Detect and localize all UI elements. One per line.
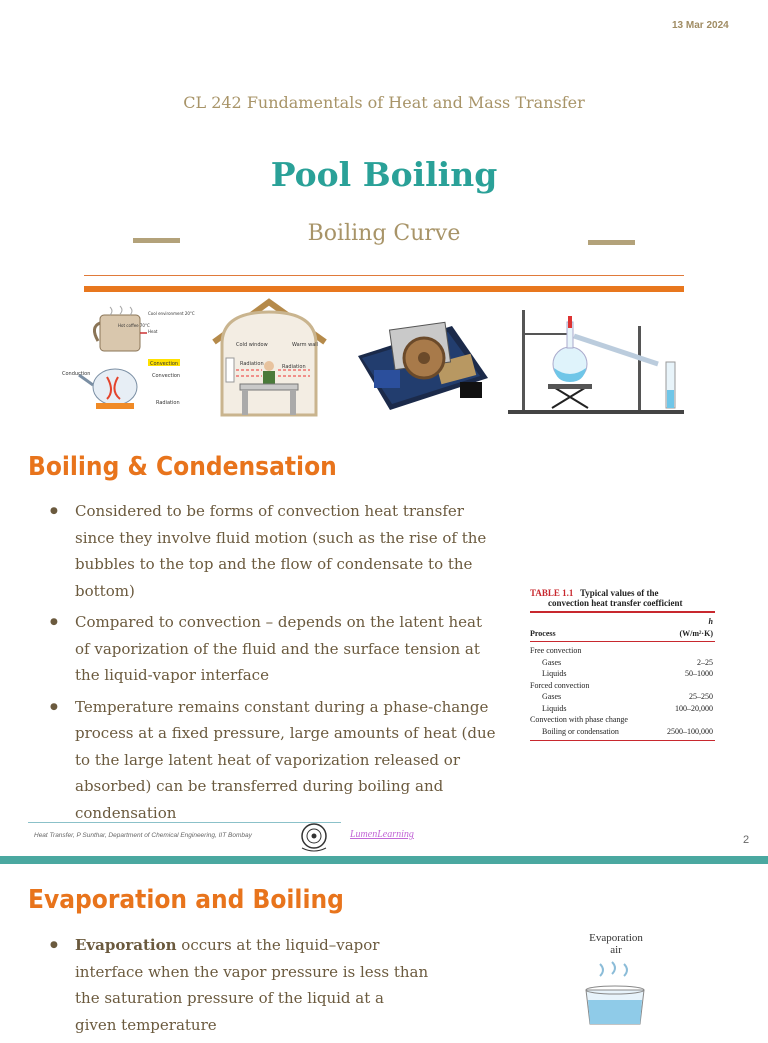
table-cell-value — [654, 714, 715, 726]
right-title-dash — [588, 240, 635, 245]
table-header-h-symbol: h — [708, 617, 713, 626]
table-cell-value: 25–250 — [689, 692, 713, 701]
table-cell-value — [654, 680, 715, 692]
table-row — [530, 668, 715, 680]
cpu-heatsink-photo — [352, 318, 492, 414]
table-row — [530, 691, 715, 703]
kettle-label-conduction: Conduction — [62, 371, 91, 377]
mug-label-heat: Heat — [148, 329, 158, 334]
bullet-list — [50, 498, 500, 831]
slide-title: Pool Boiling — [270, 155, 498, 194]
table-caption-line2: convection heat transfer coefficient — [548, 598, 683, 608]
table-cell-process: Forced convection — [530, 680, 590, 690]
table-cell-process: Liquids — [542, 669, 567, 678]
kettle-label-convection-2: Convection — [152, 373, 181, 379]
table-caption-line1: Typical values of the — [579, 588, 659, 598]
slide-separator — [0, 856, 768, 864]
kettle-label-radiation: Radiation — [156, 400, 180, 406]
table-cell-value: 2–25 — [697, 657, 713, 667]
evaporation-figure-label — [560, 932, 672, 956]
table-rule-top — [530, 611, 715, 613]
evaporation-term: Evaporation — [75, 936, 177, 954]
table-rows — [530, 645, 715, 737]
table-cell-process: Gases — [542, 692, 562, 701]
section-heading-evaporation-boiling: Evaporation and Boiling — [28, 885, 344, 915]
table-row — [530, 645, 715, 657]
slide-date: 13 Mar 2024 — [672, 20, 729, 31]
list-item: ● Considered to be forms of convection heat transfer since they involve fluid motion (such as the rise of the bubbles to the top and the flow of condensate to the bottom) — [50, 498, 500, 604]
section-heading-boiling-condensation: Boiling & Condensation — [28, 452, 337, 482]
table-body — [530, 616, 715, 639]
evaporation-definition: occurs at the liquid–vapor interface when the vapor pressure is less than the saturation pressure of the liquid at a given temperature — [75, 936, 429, 1034]
slide-subtitle: Boiling Curve — [307, 221, 461, 246]
convection-coefficient-table — [530, 588, 715, 741]
table-header-h — [608, 616, 715, 639]
room-label-radiation-right: Radiation — [282, 364, 306, 370]
heat-transfer-modes-illustration — [60, 305, 195, 417]
divider-thick — [84, 286, 684, 292]
list-item: ● Compared to convection – depends on the latent heat of vaporization of the fluid and the surface tension at the liquid-vapor interface — [50, 609, 500, 689]
table-rule-header — [530, 641, 715, 642]
footer-credit: Heat Transfer, P Sunthar, Department of Chemical Engineering, IIT Bombay — [34, 832, 252, 839]
table-cell-value: 100–20,000 — [675, 703, 713, 713]
kettle-label-convection: Convection — [150, 361, 179, 367]
mug-label-coffee: Hot coffee 70°C — [118, 323, 150, 328]
table-cell-process: Free convection — [530, 646, 582, 655]
table-header-process: Process — [530, 628, 556, 638]
table-cell-process: Convection with phase change — [530, 715, 628, 724]
iit-bombay-logo-icon — [300, 822, 328, 852]
table-row — [530, 726, 715, 738]
distillation-apparatus-photo — [508, 306, 684, 416]
table-row — [530, 703, 715, 715]
table-cell-process: Liquids — [542, 703, 567, 713]
room-label-radiation-left: Radiation — [240, 361, 264, 367]
evaporation-figure-label-1: Evaporation — [589, 932, 643, 944]
list-item — [50, 932, 430, 1038]
table-cell-process: Boiling or condensation — [542, 726, 619, 736]
lumenlearning-link[interactable]: LumenLearning — [350, 829, 414, 840]
list-item: ● Temperature remains constant during a phase-change process at a fixed pressure, large amounts of heat (due to the large latent heat of vaporization released or absorbed) can be transferred during boiling and condensation — [50, 694, 500, 827]
table-header-unit: (W/m²·K) — [679, 628, 713, 638]
table-row — [530, 680, 715, 692]
table-row — [530, 657, 715, 669]
table-rule-bottom — [530, 740, 715, 741]
course-title: CL 242 Fundamentals of Heat and Mass Transfer — [183, 93, 585, 112]
page-number: 2 — [743, 834, 750, 846]
evaporation-figure-label-2: air — [610, 944, 622, 956]
bullet-list-2 — [50, 932, 430, 1043]
room-label-warm-wall: Warm wall — [292, 342, 319, 348]
table-cell-value — [654, 645, 715, 657]
table-cell-value: 2500–100,000 — [667, 726, 713, 736]
room-radiation-illustration — [212, 300, 327, 417]
mug-label-environment: Cool environment 20°C — [148, 311, 195, 316]
table-number: TABLE 1.1 — [530, 588, 574, 598]
room-label-cold-window: Cold window — [236, 342, 268, 348]
table-cell-process: Gases — [542, 657, 562, 667]
table-caption — [530, 588, 715, 598]
divider-thin — [84, 275, 684, 276]
table-row — [530, 714, 715, 726]
footer-line — [28, 822, 341, 823]
evaporation-glass-illustration — [580, 960, 650, 1024]
table-cell-value: 50–1000 — [685, 669, 713, 678]
